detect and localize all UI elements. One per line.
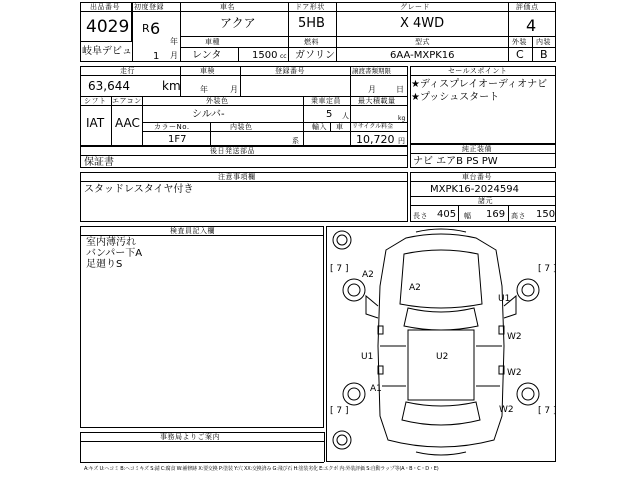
fuel-label: 燃料	[304, 38, 319, 46]
mark-a1-left: A1	[370, 384, 382, 394]
documents-label: 後日発送部品	[210, 147, 255, 155]
door-label: ドア形状	[295, 3, 325, 11]
type-label: 型式	[415, 38, 430, 46]
mark-rear-left: [ 7 ]	[330, 264, 349, 274]
int-color-label: 内装色	[230, 123, 253, 131]
load-unit: kg	[398, 115, 406, 122]
mark-a2-left: A2	[362, 270, 374, 280]
capacity-value: 5	[326, 109, 333, 120]
int-color-unit: 系	[292, 137, 300, 145]
recycle-unit: 円	[398, 137, 406, 145]
color-no-label: カラーNo.	[154, 123, 190, 131]
mileage-label: 走行	[120, 67, 135, 75]
frame-value: MXPK16-2024594	[430, 184, 519, 195]
lot-number: 4029	[86, 17, 130, 37]
inspection-month-unit: 月	[230, 85, 239, 94]
scrap-day-unit: 日	[396, 85, 405, 94]
load-label: 最大積載量	[358, 97, 396, 105]
width-label: 幅	[464, 212, 472, 220]
mark-front-left: [ 7 ]	[330, 406, 349, 416]
scrap-label: 譲渡書類期限	[352, 67, 391, 75]
mark-front-right: [ 7 ]	[538, 406, 557, 416]
length-value: 405	[437, 209, 457, 220]
sales-point-2: ★プッシュスタート	[411, 92, 500, 103]
height-value: 150	[536, 209, 556, 220]
import-value: 車	[336, 123, 344, 131]
interior-value: B	[540, 48, 548, 61]
usage-value: レンタ	[192, 50, 222, 61]
exterior-value: C	[516, 48, 524, 61]
equipment-label: 純正装備	[462, 145, 492, 153]
month-value: 1	[153, 51, 160, 62]
fuel-value: ガソリン	[295, 50, 335, 61]
grade-label: グレード	[400, 3, 430, 11]
inspector-line-3: 足廻りS	[86, 259, 123, 270]
office-label: 事務局よりご案内	[160, 433, 220, 441]
inspection-year-unit: 年	[200, 85, 209, 94]
year-unit: 年	[170, 37, 179, 46]
ac-value: AAC	[115, 116, 140, 130]
recycle-value: 10,720	[356, 133, 395, 146]
frame-label: 車台番号	[462, 173, 492, 181]
height-label: 高さ	[511, 212, 526, 220]
model-label: 車名	[220, 3, 235, 11]
lot-label: 出品番号	[90, 3, 120, 11]
mark-u1-right: U1	[498, 294, 511, 304]
legend-text: A:キズ U:ヘコミ B:ヘコミキズ S:錆 C:腐食 W:補修跡 X:要交換 P:塗装 Y:穴 XX:交換済み G:飛び石 H:塗装劣化 E:エクボ 内:外装評価 S:自動ラップ等(A・B・C・D・E)	[84, 466, 439, 472]
mark-u1-center: U1	[361, 352, 374, 362]
year-value: 6	[150, 19, 161, 38]
dimensions-label: 諸元	[478, 197, 493, 205]
exterior-label: 外装	[512, 38, 527, 46]
score-value: 4	[526, 16, 537, 35]
sales-point-1: ★ディスプレイオーディオナビ	[411, 79, 548, 90]
notes-label: 注意事項欄	[218, 173, 256, 181]
mileage-value: 63,644	[88, 79, 130, 93]
reg-label: 登録番号	[275, 67, 305, 75]
grade-value: X 4WD	[400, 16, 445, 31]
shift-label: シフト	[84, 97, 107, 105]
mark-u2-center: U2	[436, 352, 449, 362]
inspector-line-2: バンパー下A	[86, 248, 143, 259]
mark-w2-rear-right: W2	[507, 368, 522, 378]
mark-w2-bottom: W2	[499, 405, 514, 415]
era: R	[142, 22, 150, 35]
color-value: シルバ-	[192, 109, 225, 120]
equipment-value: ナビ エアB PS PW	[413, 156, 498, 167]
color-no-value: 1F7	[168, 134, 187, 145]
month-unit: 月	[170, 51, 179, 60]
cc-value: 1500	[252, 50, 278, 61]
length-label: 長さ	[413, 212, 428, 220]
model-value: アクア	[220, 16, 256, 30]
year-label: 初度登録	[134, 3, 164, 11]
type-value: 6AA-MXPK16	[390, 50, 455, 61]
score-label: 評価点	[516, 3, 539, 11]
color-label: 外装色	[206, 97, 229, 105]
inspector-line-1: 室内薄汚れ	[86, 237, 136, 248]
documents-value: 保証書	[84, 157, 114, 168]
mark-rear-right: [ 7 ]	[538, 264, 557, 274]
mark-a2-hood: A2	[409, 283, 421, 293]
capacity-label: 乗車定員	[311, 97, 341, 105]
inspection-label: 車検	[200, 67, 215, 75]
usage-label: 車種	[205, 38, 220, 46]
cc-unit: cc	[280, 53, 287, 60]
venue-name: 岐阜デビュ	[82, 46, 132, 57]
ac-label: エアコン	[112, 97, 142, 105]
notes-value: スタッドレスタイヤ付き	[84, 184, 194, 195]
sales-points-label: セールスポイント	[448, 67, 508, 75]
interior-label: 内装	[536, 38, 551, 46]
scrap-month-unit: 月	[368, 85, 377, 94]
capacity-unit: 人	[342, 112, 350, 120]
width-value: 169	[486, 209, 506, 220]
recycle-label: リサイクル料金	[352, 123, 394, 130]
car-diagram	[326, 226, 556, 462]
shift-value: IAT	[86, 116, 105, 130]
mark-w2-right: W2	[507, 332, 522, 342]
mileage-unit: km	[162, 79, 181, 93]
inspector-label: 検査員記入欄	[170, 227, 215, 235]
import-label: 輸入	[312, 123, 327, 131]
door-value: 5HB	[298, 16, 325, 31]
